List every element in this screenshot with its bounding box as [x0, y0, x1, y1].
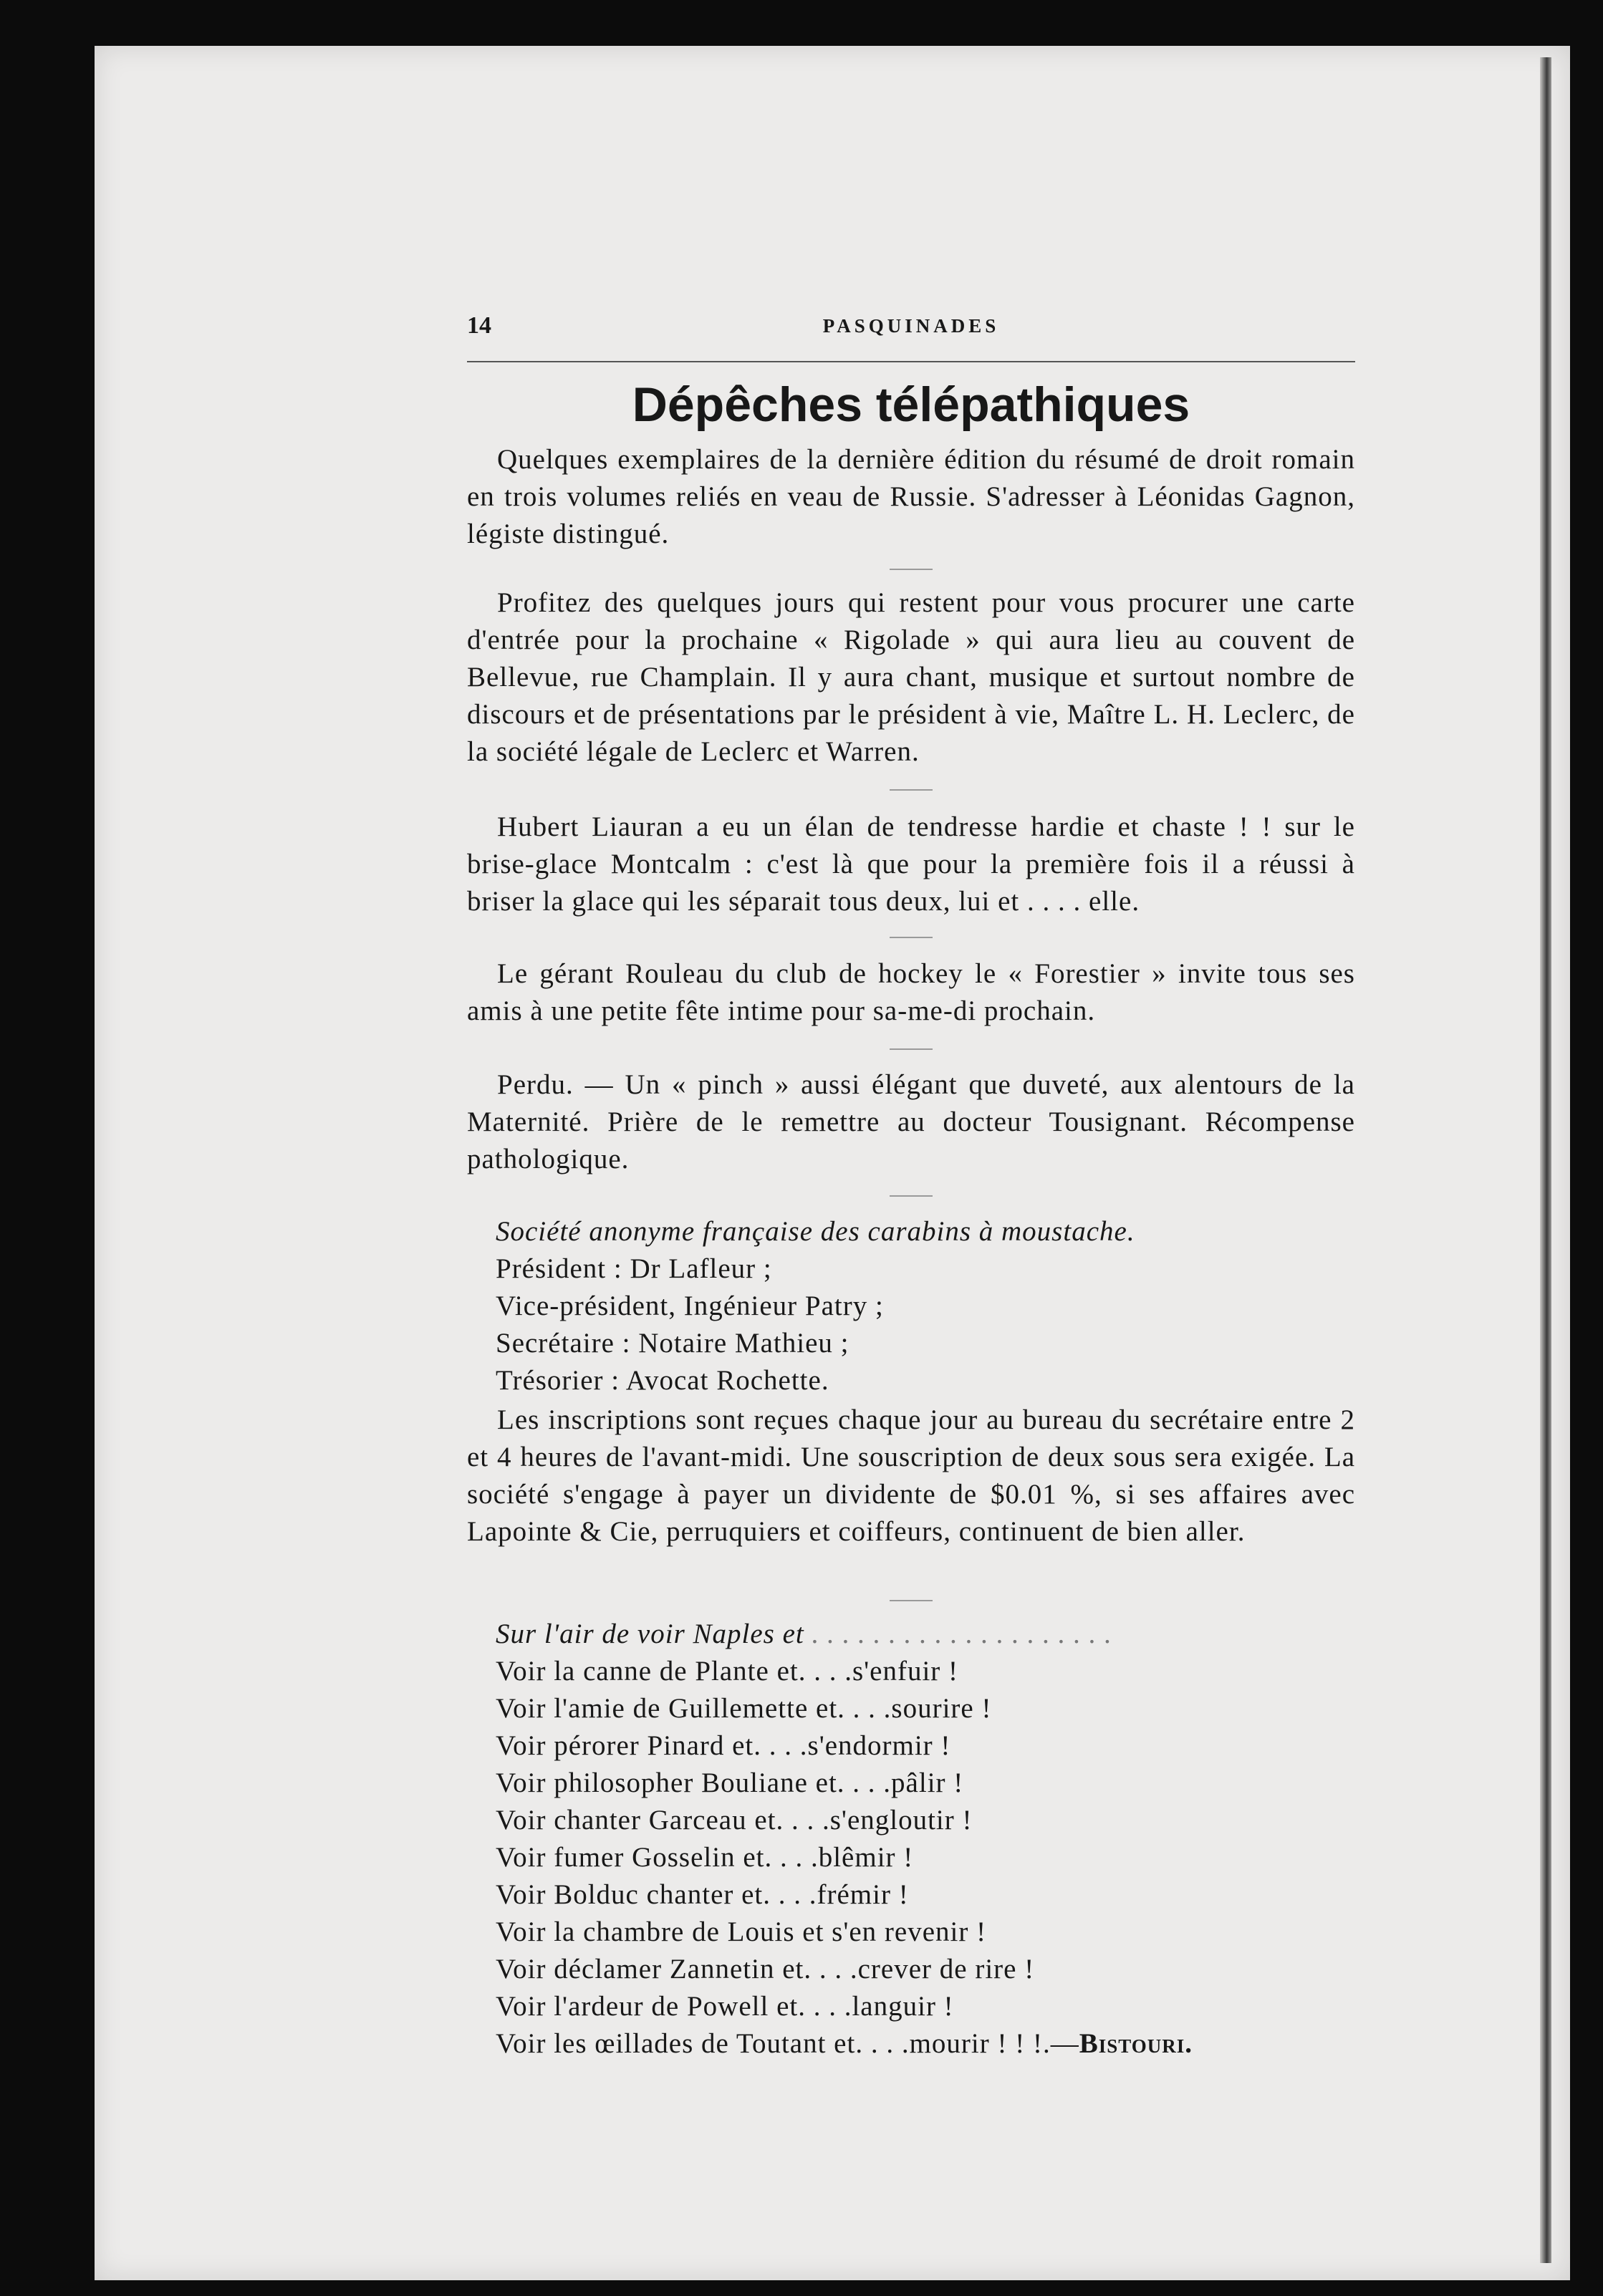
running-title: PASQUINADES — [822, 315, 1000, 337]
paragraph-5: Perdu. — Un « pinch » aussi élégant que duveté, aux alentours de la Maternité. Prière de le remettre au docteur Tousignant. Récompense pathologique. — [467, 1069, 1355, 1174]
separator — [890, 1048, 933, 1050]
article-title: Dépêches télépathiques — [632, 377, 1190, 432]
separator — [890, 569, 933, 570]
book-spine-edge — [1540, 57, 1551, 2263]
separator — [890, 937, 933, 938]
signature: Bistouri. — [1079, 2028, 1193, 2059]
paragraph-3: Hubert Liauran a eu un élan de tendresse hardie et chaste ! ! sur le brise-glace Montcalm : c'est là que pour la première fois il a réussi à briser la glace qui les séparait tous deux, lui et . . . . elle. — [467, 811, 1355, 917]
header-rule — [467, 361, 1355, 362]
poem-line: Voir l'amie de Guillemette et. . . .sourire ! — [496, 1693, 992, 1724]
poem-heading-text: Sur l'air de voir Naples et — [496, 1619, 804, 1649]
poem-line: Voir déclamer Zannetin et. . . .crever de rire ! — [496, 1954, 1035, 1984]
officer-line: Secrétaire : Notaire Mathieu ; — [496, 1328, 849, 1359]
officer-line: Président : Dr Lafleur ; — [496, 1253, 772, 1284]
page-number: 14 — [467, 312, 491, 339]
scanned-page — [95, 46, 1570, 2280]
separator — [890, 789, 933, 791]
society-text: Les inscriptions sont reçues chaque jour au bureau du secrétaire entre 2 et 4 heures de l'avant-midi. Une souscription de deux sous sera exigée. La société s'engage à payer un dividente de $0.01 %, si ses affaires avec Lapointe & Cie, perruquiers et coiffeurs, continuent de bien aller. — [467, 1404, 1355, 1547]
officer-line: Trésorier : Avocat Rochette. — [496, 1365, 829, 1396]
poem-line: Voir chanter Garceau et. . . .s'engloutir ! — [496, 1805, 973, 1836]
society-heading: Société anonyme française des carabins à moustache. — [496, 1216, 1135, 1247]
poem-line: Voir la canne de Plante et. . . .s'enfuir ! — [496, 1656, 959, 1687]
paragraph-2: Profitez des quelques jours qui restent pour vous procurer une carte d'entrée pour la prochaine « Rigolade » qui aura lieu au couvent de Bellevue, rue Champlain. Il y aura chant, musique et surtout nombre de discours et de présentations par le président à vie, Maître L. H. Leclerc, de la société légale de Leclerc et Warren. — [467, 587, 1355, 767]
paragraph-4: Le gérant Rouleau du club de hockey le « Forestier » invite tous ses amis à une petite fête intime pour sa-me-di prochain. — [467, 958, 1355, 1026]
officer-line: Vice-président, Ingénieur Patry ; — [496, 1291, 884, 1321]
poem-line: Voir Bolduc chanter et. . . .frémir ! — [496, 1879, 909, 1910]
poem-line: Voir philosopher Bouliane et. . . .pâlir ! — [496, 1767, 964, 1798]
poem-line-text: Voir les œillades de Toutant et. . . .mourir ! ! !.— — [496, 2028, 1079, 2059]
poem-heading — [496, 1618, 1355, 1650]
separator — [890, 1600, 933, 1601]
poem-line: Voir fumer Gosselin et. . . .blêmir ! — [496, 1842, 914, 1873]
poem-line: Voir la chambre de Louis et s'en revenir ! — [496, 1916, 987, 1947]
paragraph-1: Quelques exemplaires de la dernière édition du résumé de droit romain en trois volumes reliés en veau de Russie. S'adresser à Léonidas Gagnon, légiste distingué. — [467, 444, 1355, 549]
poem-line-last — [496, 2027, 1355, 2060]
poem-line: Voir pérorer Pinard et. . . .s'endormir ! — [496, 1730, 951, 1761]
poem-line: Voir l'ardeur de Powell et. . . .languir ! — [496, 1991, 954, 2022]
running-header — [467, 312, 1355, 348]
poem-heading-dots: . . . . . . . . . . . . . . . . . . . . — [812, 1619, 1112, 1649]
separator — [890, 1195, 933, 1197]
